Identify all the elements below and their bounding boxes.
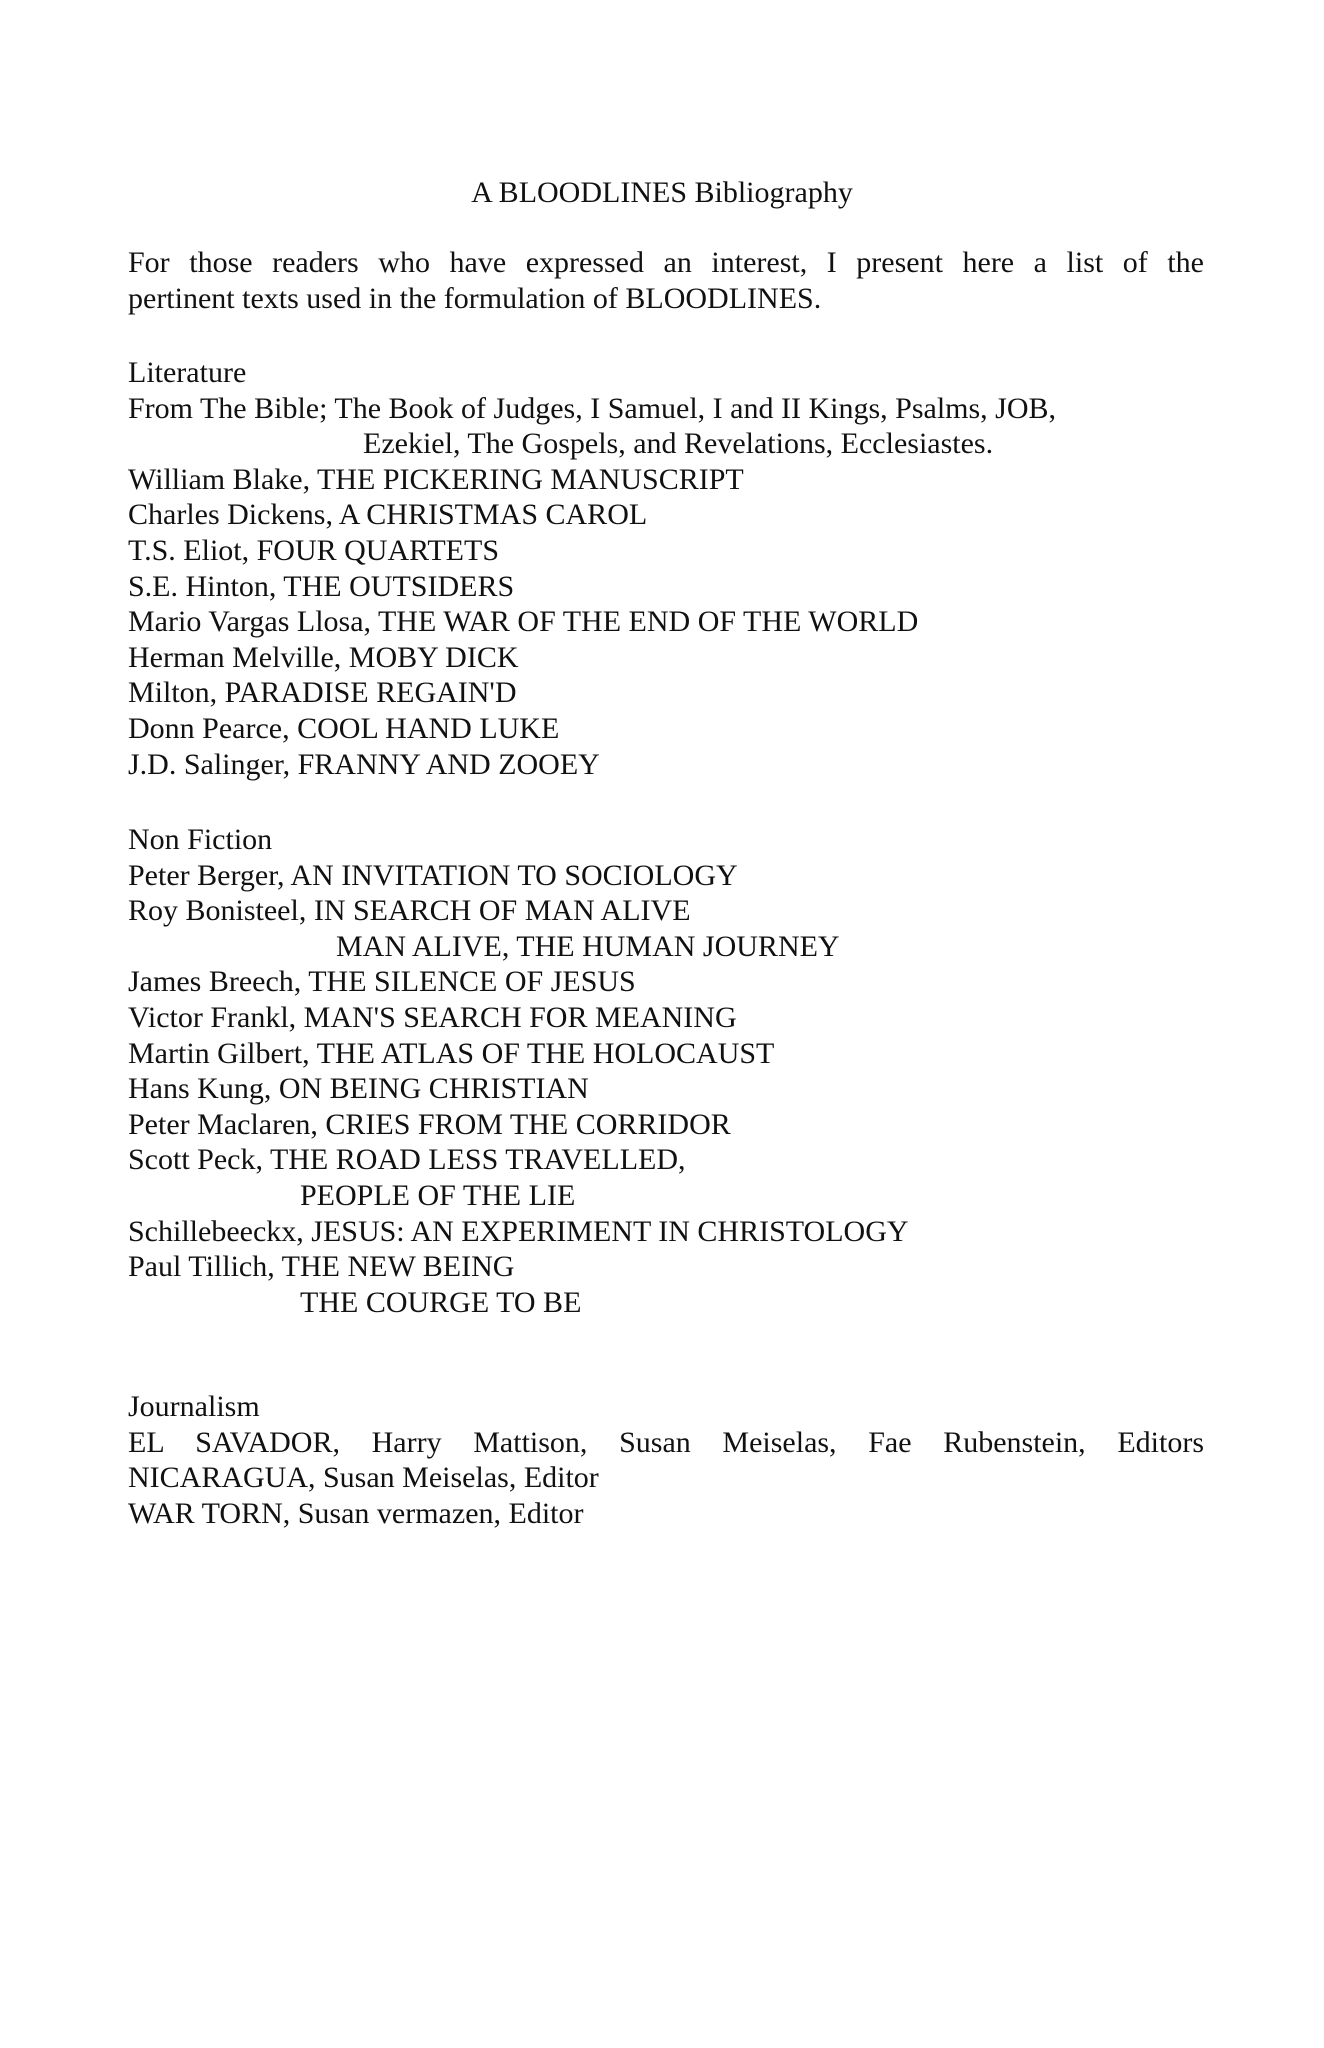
bibliography-entry: Schillebeeckx, JESUS: AN EXPERIMENT IN CHRISTOLOGY: [128, 1214, 909, 1248]
nonfiction-section: [128, 822, 1204, 1320]
bibliography-entry: Donn Pearce, COOL HAND LUKE: [128, 711, 560, 745]
bibliography-entry: S.E. Hinton, THE OUTSIDERS: [128, 569, 515, 603]
section-heading-literature: Literature: [128, 356, 247, 389]
intro-paragraph: [128, 245, 1204, 316]
bibliography-entry: Hans Kung, ON BEING CHRISTIAN: [128, 1072, 589, 1106]
page-title: A BLOODLINES Bibliography: [471, 176, 853, 209]
bibliography-entry: Milton, PARADISE REGAIN'D: [128, 676, 517, 710]
bibliography-entry: Victor Frankl, MAN'S SEARCH FOR MEANING: [128, 1000, 737, 1034]
section-heading-journalism: Journalism: [128, 1390, 260, 1423]
bibliography-entry: Mario Vargas Llosa, THE WAR OF THE END OF THE WORLD: [128, 605, 919, 639]
journalism-section: [128, 1389, 1204, 1531]
bibliography-entry: William Blake, THE PICKERING MANUSCRIPT: [128, 462, 744, 496]
intro-line: pertinent texts used in the formulation of BLOODLINES.: [128, 281, 822, 315]
bibliography-entry: Peter Berger, AN INVITATION TO SOCIOLOGY: [128, 858, 738, 892]
bibliography-entry: T.S. Eliot, FOUR QUARTETS: [128, 533, 500, 567]
bibliography-entry: James Breech, THE SILENCE OF JESUS: [128, 965, 636, 999]
bibliography-entry: WAR TORN, Susan vermazen, Editor: [128, 1496, 584, 1530]
bibliography-entry: EL SAVADOR, Harry Mattison, Susan Meiselas, Fae Rubenstein, Editors: [128, 1425, 1204, 1459]
bibliography-entry-continuation: PEOPLE OF THE LIE: [300, 1178, 576, 1212]
bibliography-entry: Roy Bonisteel, IN SEARCH OF MAN ALIVE: [128, 894, 691, 928]
bibliography-entry: Paul Tillich, THE NEW BEING: [128, 1250, 515, 1284]
literature-section: [128, 355, 1204, 782]
intro-line: For those readers who have expressed an interest, I present here a list of the: [128, 246, 1204, 279]
bibliography-entry: From The Bible; The Book of Judges, I Samuel, I and II Kings, Psalms, JOB,: [128, 391, 1057, 425]
bibliography-entry-continuation: Ezekiel, The Gospels, and Revelations, Ecclesiastes.: [363, 427, 994, 461]
bibliography-entry: Herman Melville, MOBY DICK: [128, 640, 519, 674]
section-heading-nonfiction: Non Fiction: [128, 823, 273, 856]
bibliography-entry: Charles Dickens, A CHRISTMAS CAROL: [128, 498, 648, 532]
bibliography-entry: NICARAGUA, Susan Meiselas, Editor: [128, 1461, 599, 1495]
bibliography-entry: J.D. Salinger, FRANNY AND ZOOEY: [128, 747, 600, 781]
bibliography-entry: Peter Maclaren, CRIES FROM THE CORRIDOR: [128, 1107, 731, 1141]
bibliography-entry-continuation: THE COURGE TO BE: [300, 1285, 582, 1319]
bibliography-entry-continuation: MAN ALIVE, THE HUMAN JOURNEY: [336, 929, 840, 963]
bibliography-entry: Martin Gilbert, THE ATLAS OF THE HOLOCAUST: [128, 1036, 775, 1070]
bibliography-entry: Scott Peck, THE ROAD LESS TRAVELLED,: [128, 1143, 686, 1177]
